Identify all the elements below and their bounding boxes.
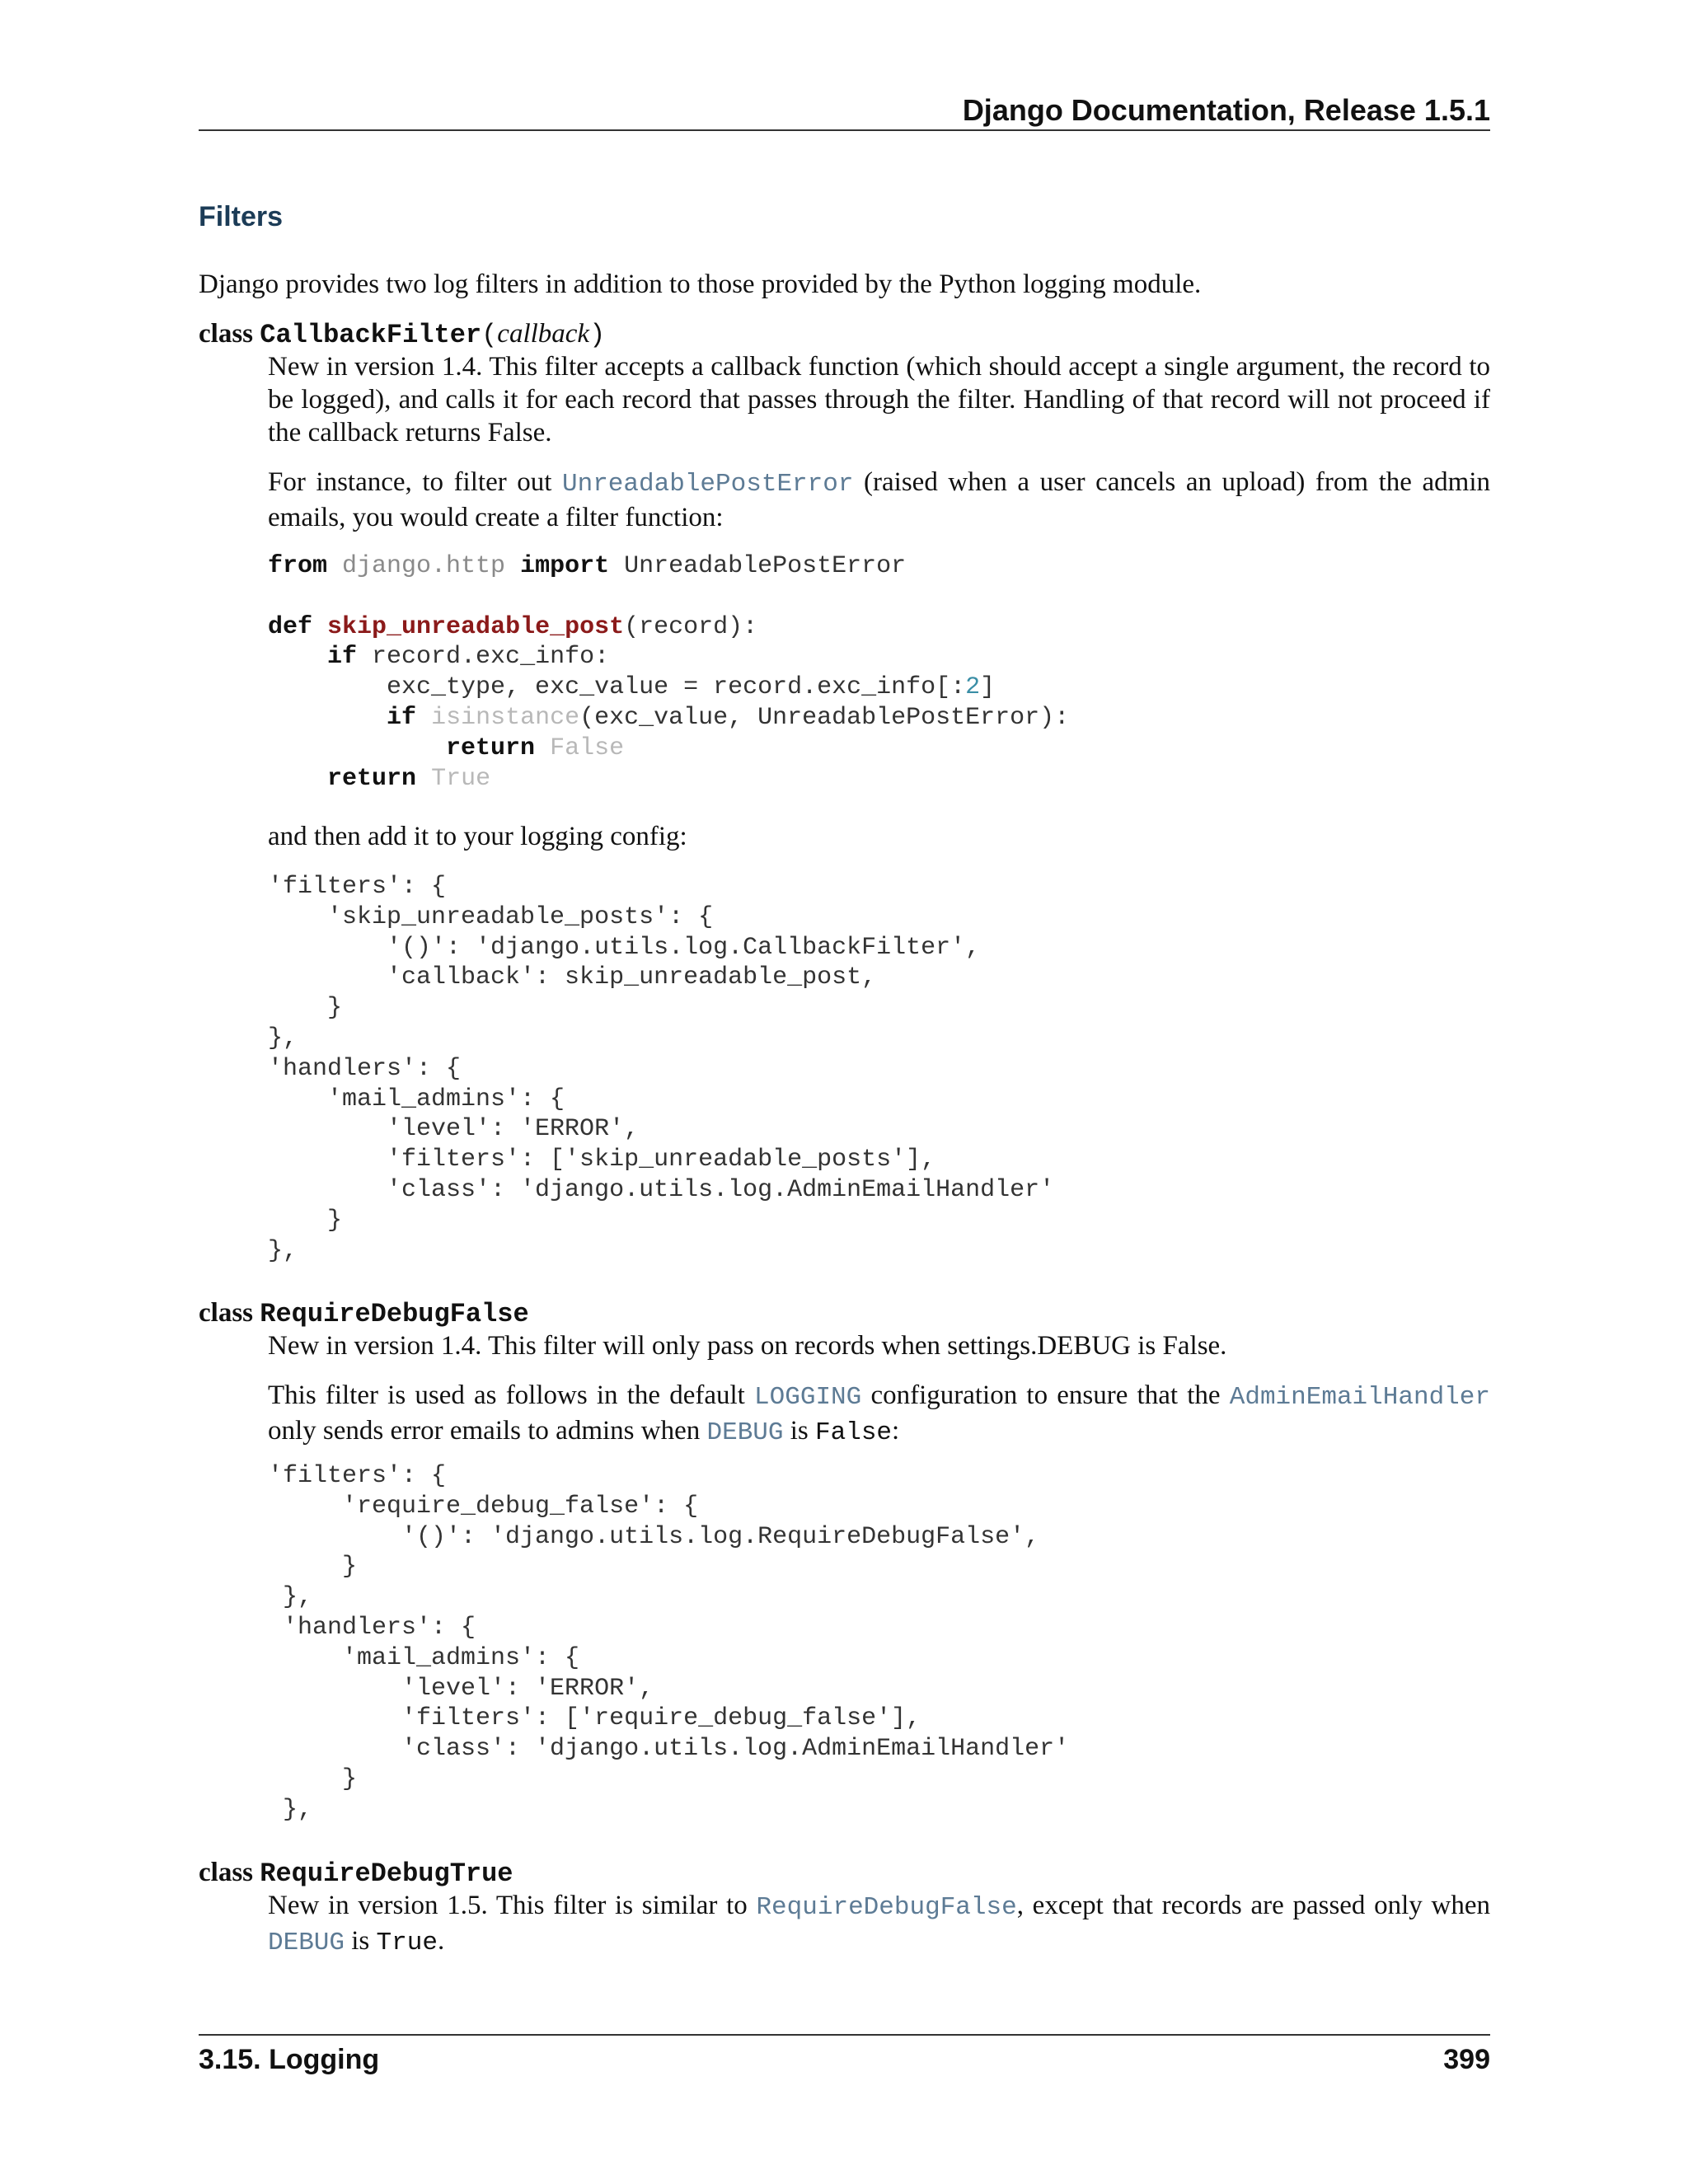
text-run: : [892, 1416, 900, 1446]
class-keyword: class [199, 1298, 253, 1328]
callbackfilter-description: New in version 1.4. This filter accepts a callback function (which should accept a single argument, the record to be logged), and calls it for each record that passes through the filter. Handling of that record will not proceed if the callback returns False. [268, 352, 1490, 448]
text-run: . [437, 1926, 445, 1956]
section-title: Filters [199, 201, 284, 232]
text-run: For instance, to filter out [268, 467, 562, 497]
code-token: True [431, 764, 491, 793]
open-paren: ( [481, 320, 498, 350]
callbackfilter-signature [199, 317, 605, 352]
class-keyword: class [199, 1858, 253, 1887]
callbackfilter-example-text [268, 466, 1490, 534]
requiredebugfalse-link[interactable]: RequireDebugFalse [756, 1893, 1017, 1922]
logging-link[interactable]: LOGGING [754, 1383, 862, 1412]
code-token: skip_unreadable_post [327, 612, 625, 641]
header-rule [199, 129, 1490, 131]
requiredebugfalse-signature [199, 1296, 529, 1331]
section-intro: Django provides two log filters in addition to those provided by the Python logging module. [199, 269, 1202, 299]
page-number: 399 [1443, 2044, 1490, 2075]
requiredebugfalse-description: New in version 1.4. This filter will only pass on records when settings.DEBUG is False. [268, 1331, 1227, 1361]
code-token: return [446, 733, 536, 762]
code-token: if [387, 703, 417, 732]
code-token: ] [980, 673, 996, 702]
text-run: is [345, 1926, 377, 1956]
footer-section-label: 3.15. Logging [199, 2044, 380, 2075]
code-token: False [550, 733, 625, 762]
code-token: django.http [342, 552, 506, 580]
close-paren: ) [589, 320, 606, 350]
requiredebugfalse-usage [268, 1379, 1490, 1450]
callbackfilter-config-code: 'filters': { 'skip_unreadable_posts': { '()': 'django.utils.log.CallbackFilter', 'callback': skip_unreadable_post, } }, 'handlers': { 'mail_admins': { 'level': 'ERROR', 'filters': ['skip_unreadable_posts'], 'class': 'django.utils.log.AdminEmailHandler' } }, [268, 873, 1055, 1265]
text-run: is [783, 1416, 816, 1446]
debug-link[interactable]: DEBUG [268, 1929, 345, 1957]
code-token: (exc_value, UnreadablePostError): [579, 703, 1070, 732]
code-token: (record): [624, 612, 758, 641]
requiredebugfalse-config-code: 'filters': { 'require_debug_false': { '()': 'django.utils.log.RequireDebugFalse', } }, 'handlers': { 'mail_admins': { 'level': 'ERROR', 'filters': ['require_debug_false'], 'class': 'django.utils.log.AdminEmailHandler' } }, [268, 1462, 1070, 1824]
then-text: and then add it to your logging config: [268, 822, 687, 851]
requiredebugtrue-description [268, 1889, 1490, 1960]
code-token: if [327, 643, 358, 672]
true-literal: True [376, 1929, 438, 1957]
class-name: CallbackFilter [260, 320, 482, 350]
param-name: callback [497, 319, 590, 349]
text-run: (raised when a user cancels an upload) from the admin emails, you would create a filter function: [268, 467, 1490, 532]
code-token: import [520, 552, 610, 580]
code-token: isinstance [431, 703, 580, 732]
code-token: exc_type, exc_value = record.exc_info[: [387, 673, 966, 702]
footer-rule [199, 2034, 1490, 2036]
text-run: New in version 1.5. This filter is similar to [268, 1891, 757, 1920]
code-token: 2 [965, 673, 981, 702]
document-page [199, 0, 1490, 2184]
text-run: configuration to ensure that the [861, 1380, 1230, 1410]
code-token: return [327, 764, 417, 793]
adminemailhandler-link[interactable]: AdminEmailHandler [1229, 1383, 1490, 1412]
filter-function-code [268, 551, 1069, 794]
code-token: UnreadablePostError [609, 552, 907, 580]
requiredebugtrue-signature [199, 1856, 513, 1891]
text-run: This filter is used as follows in the default [268, 1380, 755, 1410]
code-token: record.exc_info: [357, 643, 610, 672]
code-token: from [268, 552, 328, 580]
running-header: Django Documentation, Release 1.5.1 [962, 93, 1490, 127]
class-keyword: class [199, 319, 253, 349]
class-name: RequireDebugTrue [260, 1858, 513, 1889]
unreadablepostError-link[interactable]: UnreadablePostError [562, 470, 854, 499]
text-run: only sends error emails to admins when [268, 1416, 707, 1446]
debug-link[interactable]: DEBUG [706, 1418, 784, 1447]
code-token: def [268, 612, 313, 641]
text-run: , except that records are passed only when [1016, 1891, 1490, 1920]
class-name: RequireDebugFalse [260, 1299, 529, 1329]
false-literal: False [815, 1418, 893, 1447]
